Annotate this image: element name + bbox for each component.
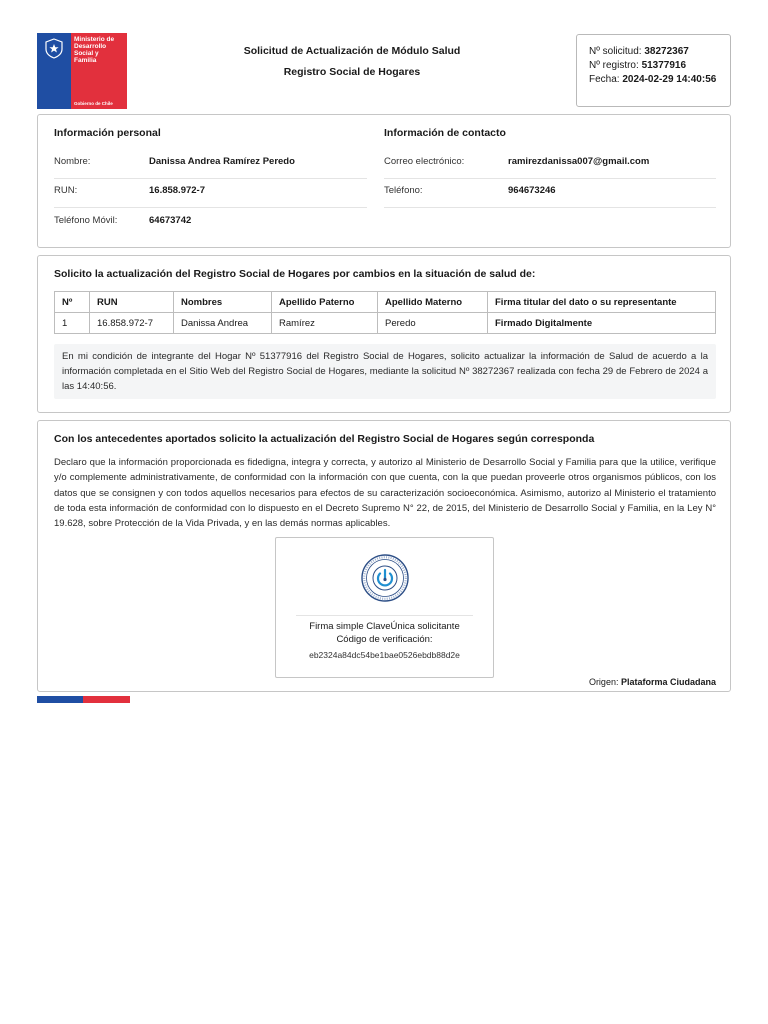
solicitud-value: 38272367	[644, 46, 689, 57]
col-header-firma: Firma titular del dato o su representante	[488, 292, 716, 313]
origen-label: Origen:	[588, 677, 619, 687]
signature-label: Firma simple ClaveÚnica solicitante	[309, 621, 460, 632]
movil-value: 64673742	[149, 215, 192, 226]
personal-info-card	[37, 114, 731, 248]
request-notice: En mi condición de integrante del Hogar Nº 51377916 del Registro Social de Hogares, solicito actualizar la información de Salud de acuerdo a la información completada en el Sitio Web del Registro Social de Hogares, mediante la solicitud Nº 38272367 realizada con fecha 29 de Febrero de 2024 a las 14:40:56.	[54, 344, 716, 399]
cell-run: 16.858.972-7	[90, 313, 174, 334]
cell-apellido-materno: Peredo	[378, 313, 488, 334]
run-label: RUN:	[54, 185, 78, 196]
footer-bar-red	[83, 696, 130, 703]
run-value: 16.858.972-7	[149, 185, 205, 196]
col-header-apellido-paterno: Apellido Paterno	[272, 292, 378, 313]
cell-firma: Firmado Digitalmente	[488, 313, 716, 334]
divider	[384, 207, 716, 208]
col-header-num: Nº	[55, 292, 90, 313]
fecha-value: 2024-02-29 14:40:56	[622, 74, 717, 85]
fecha-label: Fecha:	[589, 74, 620, 85]
personal-info-title: Información personal	[54, 127, 161, 139]
document-subtitle: Registro Social de Hogares	[283, 66, 421, 78]
logo-ministry-text: Ministerio de Desarrollo Social y Familia	[74, 36, 115, 64]
fecha-row	[589, 73, 718, 87]
signature-divider	[296, 615, 473, 616]
logo-blue-panel	[37, 33, 71, 109]
footer-flag-bar	[37, 696, 130, 703]
footer-bar-blue	[37, 696, 83, 703]
cell-num: 1	[55, 313, 90, 334]
nombre-value: Danissa Andrea Ramírez Peredo	[149, 156, 295, 167]
email-value: ramirezdanissa007@gmail.com	[508, 156, 650, 167]
col-header-nombres: Nombres	[174, 292, 272, 313]
signature-box	[275, 537, 494, 678]
declaration-text: Declaro que la información proporcionada es fidedigna, integra y correcta, y autorizo al Ministerio de Desarrollo Social y Familia para que la utilice, verifique y/o complemente administrativamente, de conformidad con la información con que cuenta, con la que puedan proveerle otros organismos públicos, con los datos que se consignen y con todos aquellos necesarios para efectos de su caracterización socioeconómica. Asimismo, autorizo al Ministerio el tratamiento de toda esta información de conformidad con lo dispuesto en el Decreto Supremo N° 22, de 2015, del Ministerio de Desarrollo Social y Familia, en la Ley N° 19.628, sobre Protección de la Vida Privada, y en las demás normas aplicables.	[54, 457, 716, 530]
verification-code: eb2324a84dc54be1bae0526ebdb88d2e	[309, 650, 460, 660]
solicitud-row	[589, 45, 718, 59]
cell-apellido-paterno: Ramírez	[272, 313, 378, 334]
coat-of-arms-icon	[42, 37, 66, 59]
origen	[589, 677, 716, 687]
email-label: Correo electrónico:	[384, 156, 465, 167]
request-table	[54, 291, 716, 334]
logo-government-text: Gobierno de Chile	[74, 101, 113, 106]
origen-value: Plataforma Ciudadana	[620, 677, 716, 687]
solicitud-label: Nº solicitud:	[589, 46, 642, 57]
logo-red-panel	[71, 33, 127, 109]
col-header-run: RUN	[90, 292, 174, 313]
registro-label: Nº registro:	[589, 60, 639, 71]
request-info-box	[576, 34, 731, 107]
declaration-card	[37, 420, 731, 692]
claveunica-seal-icon	[360, 553, 410, 603]
table-row	[55, 313, 716, 334]
movil-label: Teléfono Móvil:	[54, 215, 118, 226]
table-header-row	[55, 292, 716, 313]
verification-code-label: Código de verificación:	[336, 634, 433, 645]
registro-row	[589, 59, 718, 73]
col-header-apellido-materno: Apellido Materno	[378, 292, 488, 313]
divider	[54, 178, 367, 179]
telefono-value: 964673246	[508, 185, 556, 196]
declaration-title: Con los antecedentes aportados solicito la actualización del Registro Social de Hogares según corresponda	[54, 433, 595, 445]
divider	[54, 207, 367, 208]
request-title: Solicito la actualización del Registro Social de Hogares por cambios en la situación de salud de:	[54, 268, 536, 280]
registro-value: 51377916	[641, 60, 687, 71]
nombre-label: Nombre:	[54, 156, 91, 167]
divider	[384, 178, 716, 179]
cell-nombres: Danissa Andrea	[174, 313, 272, 334]
ministry-logo	[37, 33, 127, 109]
request-card	[37, 255, 731, 413]
document-title: Solicitud de Actualización de Módulo Salud	[243, 45, 461, 57]
contact-info-title: Información de contacto	[384, 127, 506, 139]
telefono-label: Teléfono:	[384, 185, 423, 196]
